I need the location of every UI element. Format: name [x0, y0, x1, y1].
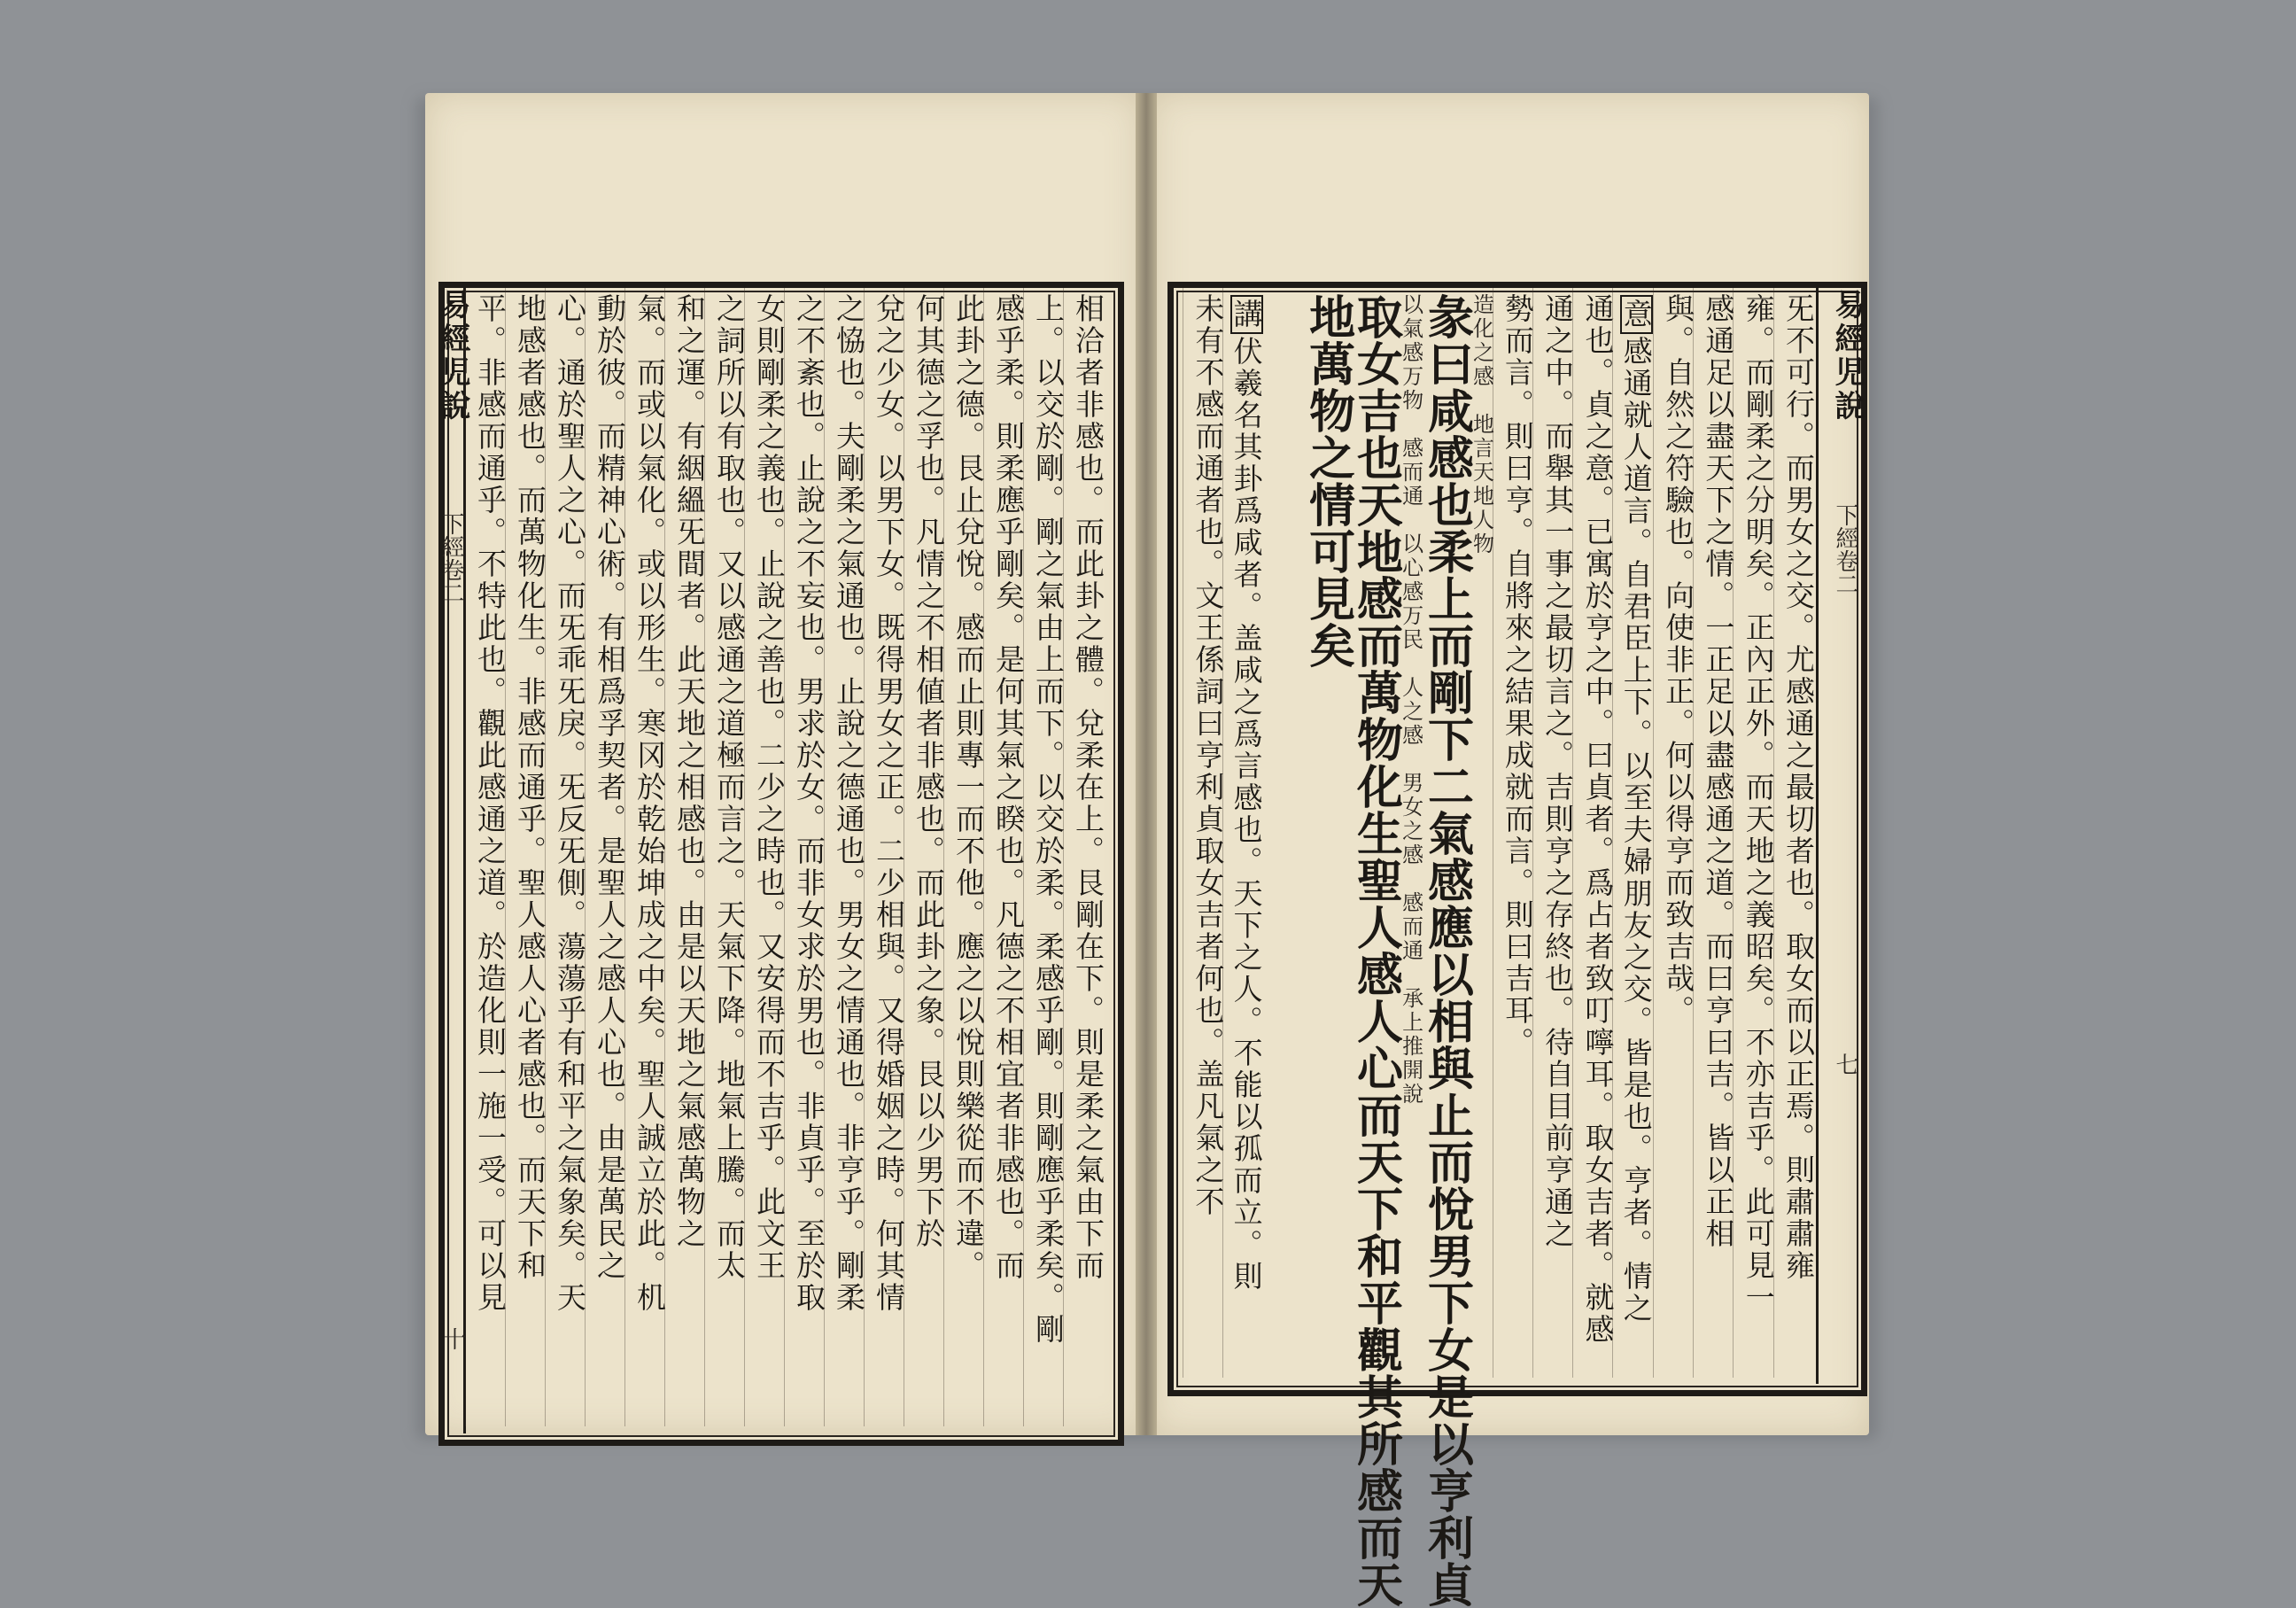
column-text: 動於彼。而精神心術。有相爲孚契者。是聖人之感人心也。由是萬民之 [593, 293, 627, 1282]
right-page-column [1612, 288, 1652, 1378]
column-text: 與。自然之符驗也。向使非正。何以得亨而致吉哉。 [1661, 293, 1696, 1027]
column-text: 通之中。而舉其一事之最切言之。吉則亨之存終也。待自目前亨通之 [1540, 293, 1576, 1250]
column-text: 相洽者非感也。而此卦之體。兌柔在上。艮剛在下。則是柔之氣由下而 [1071, 293, 1105, 1282]
column-text: 之恊也。夫剛柔之氣通也。止說之德通也。男女之情通也。非亨乎。剛柔 [832, 293, 866, 1314]
column-text: 平。非感而通乎。不特此也。觀此感通之道。於造化則一施一受。可以見 [473, 293, 508, 1314]
right-page-columns [1183, 288, 1816, 1608]
boxed-marker: 意 [1620, 295, 1653, 334]
right-page-column [1263, 288, 1303, 1378]
right-page-column [1183, 288, 1226, 1378]
left-page-column [864, 288, 904, 1426]
column-text: 旡不可行。而男女之交。尤感通之最切者也。取女而以正焉。則肅肅雍 [1781, 293, 1816, 1282]
right-banxin-folio: 七 [1832, 1053, 1858, 1076]
column-text: 雍。而剛柔之分明矣。正內正外。而天地之義昭矣。不亦吉乎。此可見一 [1741, 293, 1776, 1314]
left-page-column [545, 288, 585, 1426]
left-page-column [465, 288, 508, 1426]
column-text: 之不紊也。止說之不妄也。男求於女。而非女求於男也。非貞乎。至於取 [792, 293, 826, 1314]
column-text: 女則剛柔之義也。止說之善也。二少之時也。又安得而不吉乎。此文王 [752, 293, 787, 1282]
left-page-column [585, 288, 627, 1426]
left-page-columns [465, 288, 1103, 1426]
column-text: 此卦之德。艮止兌悅。感而止則專一而不他。應之以悅則樂從而不違。 [951, 293, 986, 1282]
column-text: 以氣感万物 感而通 以心感万民 人之感 男女之感 感而通 承上推開說 [1398, 293, 1423, 1107]
right-page-column [1773, 288, 1816, 1378]
right-banxin-title: 易經児說 [1829, 289, 1865, 423]
right-banxin-volume: 下經卷二 [1832, 503, 1858, 595]
left-page-column [704, 288, 747, 1426]
column-text: 之詞所以有取也。又以感通之道極而言之。天氣下降。地氣上騰。而太 [712, 293, 747, 1282]
left-page-column [904, 288, 946, 1426]
right-page-column [1493, 288, 1535, 1378]
right-page-column [1733, 288, 1776, 1378]
book-gutter [1136, 93, 1157, 1435]
column-text: 上。以交於剛。剛之氣由上而下。以交於柔。柔感乎剛。則剛應乎柔矣。剛 [1031, 293, 1066, 1346]
column-text: 取女吉也天地感而萬物化生聖人感人心而天下和平觀其所感而天 [1348, 293, 1403, 1608]
column-text: 伏羲名其卦爲咸者。盖咸之爲言感也。天下之人。不能以孤而立。則 [1229, 336, 1264, 1293]
column-text: 何其德之孚也。凡情之不相値者非感也。而此卦之象。艮以少男下於 [911, 293, 946, 1250]
boxed-marker: 講 [1230, 295, 1263, 334]
left-page-column [505, 288, 545, 1426]
column-text: 感乎柔。則柔應乎剛矣。是何其氣之睽也。凡德之不相宜者非感也。而 [991, 293, 1026, 1282]
column-text: 彖曰咸感也柔上而剛下二氣感應以相與止而悅男下女是以亨利貞 [1419, 293, 1474, 1608]
right-page-column [1222, 288, 1262, 1378]
right-page-column [1419, 288, 1474, 1608]
column-text: 未有不感而通者也。文王係詞曰亨利貞取女吉者何也。盖凡氣之不 [1191, 293, 1226, 1218]
left-page-column [1023, 288, 1066, 1426]
left-page-column [824, 288, 864, 1426]
column-text: 感通足以盡天下之情。一正足以盡感通之道。而曰亨曰吉。皆以正相 [1701, 293, 1736, 1250]
left-page-column [1063, 288, 1103, 1426]
right-banxin [1816, 282, 1863, 1384]
column-text: 勢而言。則曰亨。自將來之結果成就而言。則曰吉耳。 [1500, 293, 1535, 1059]
column-text: 氣。而或以氣化。或以形生。寒冈於乾始坤成之中矣。聖人誠立於此。机 [632, 293, 667, 1314]
right-page-column [1300, 288, 1355, 1378]
left-banxin-volume: 下經卷二 [438, 512, 464, 604]
left-banxin-folio: 十 [439, 1327, 466, 1350]
right-page-column [1348, 288, 1403, 1608]
right-page-column [1399, 288, 1422, 1378]
column-text: 地感者感也。而萬物化生。非感而通乎。聖人感人心者感也。而天下和 [513, 293, 547, 1282]
column-text: 造化之感 地言天地人物 [1469, 293, 1494, 556]
column-text: 心。通於聖人之心。而旡乖旡戾。旡反旡側。蕩蕩乎有和平之氣象矣。天 [553, 293, 587, 1314]
left-page-column [624, 288, 667, 1426]
right-page-column [1653, 288, 1696, 1378]
left-banxin [430, 282, 470, 1433]
left-page-column [943, 288, 986, 1426]
column-text: 通也。貞之意。已寓於亨之中。曰貞者。爲占者致叮嚀耳。取女吉者。就感 [1580, 293, 1616, 1346]
left-page-column [744, 288, 787, 1426]
column-text: 感通就人道言。自君臣上下。以至夫婦朋友之交。皆是也。亨者。情之 [1618, 336, 1654, 1324]
right-page-column [1693, 288, 1736, 1378]
left-banxin-title: 易經児說 [435, 289, 470, 423]
column-text: 地萬物之情可見矣 [1300, 293, 1355, 669]
right-page-column [1469, 288, 1492, 1378]
column-text: 和之運。有絪縕旡間者。此天地之相感也。由是以天地之氣感萬物之 [672, 293, 707, 1250]
column-text: 兌之少女。以男下女。既得男女之正。二少相與。又得婚姻之時。何其情 [872, 293, 906, 1314]
right-page-column [1572, 288, 1616, 1378]
left-page-column [784, 288, 824, 1426]
left-page-column [664, 288, 707, 1426]
left-page-column [983, 288, 1026, 1426]
right-page-column [1532, 288, 1576, 1378]
